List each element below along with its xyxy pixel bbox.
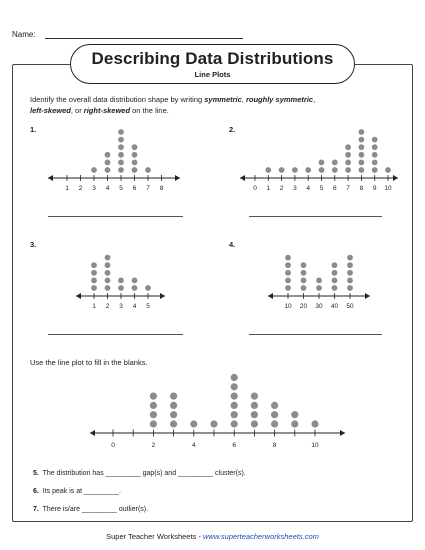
plot-1-dot [105, 160, 111, 166]
term-roughly-symmetric: roughly symmetric [245, 95, 314, 104]
plot-3-tick-label: 5 [146, 303, 150, 310]
plot-1-tick-label: 4 [105, 185, 110, 192]
big-plot-dot [210, 420, 217, 427]
plot-4-dot [301, 270, 307, 276]
plot-1-dot [118, 144, 124, 150]
plot-1-dot [132, 144, 138, 150]
question-5 [33, 470, 246, 477]
big-plot-intro: Use the line plot to fill in the blanks. [30, 358, 148, 367]
plot-2-dot [372, 137, 378, 143]
plot-2-dot [359, 129, 365, 135]
plot-4-dot [285, 262, 291, 268]
plot-4-dot [332, 270, 338, 276]
plot-4-dot [347, 255, 353, 261]
plot-1-dot [105, 167, 111, 173]
big-plot-dot [311, 420, 318, 427]
plot-2-tick-label: 9 [372, 185, 377, 192]
plot-3-dot [105, 262, 111, 268]
plot-4-dot [285, 285, 291, 291]
plot-1-dot [91, 167, 97, 173]
plot-3-dot [91, 285, 97, 291]
plot-4-dot [316, 278, 322, 284]
plot-3-dot [105, 278, 111, 284]
big-plot-dot [251, 411, 258, 418]
question-5-number: 5. [33, 470, 39, 477]
plot-4-dot [301, 262, 307, 268]
plot-4-tick-label: 50 [346, 303, 354, 310]
big-plot-dot [150, 420, 157, 427]
plot-1-arrow-left [48, 175, 53, 181]
big-plot-dot [231, 411, 238, 418]
answer-line-2[interactable] [249, 216, 382, 217]
plot-2-tick-label: 7 [346, 185, 350, 192]
plot-4-dot [347, 285, 353, 291]
plot-3-tick-label: 2 [105, 303, 110, 310]
plot-4-dot [347, 270, 353, 276]
plot-2-dot [319, 160, 325, 166]
plot-2-tick-label: 8 [359, 185, 364, 192]
big-plot-dot [231, 383, 238, 390]
plot-2-dot [359, 152, 365, 158]
plot-2-dot [372, 160, 378, 166]
question-7-number: 7. [33, 506, 39, 513]
plot-1-dot [118, 167, 124, 173]
plot-4-dot [301, 285, 307, 291]
plot-1-dot [132, 167, 138, 173]
question-6-text: Its peak is at _________. [42, 488, 121, 495]
big-plot-dot [150, 402, 157, 409]
plot-3-arrow-right [160, 293, 165, 299]
big-plot-dot [170, 393, 177, 400]
plot-4-tick-label: 20 [299, 303, 308, 310]
plot-1-dot [118, 137, 124, 143]
plot-3-tick-label: 1 [92, 303, 96, 310]
footer [0, 532, 425, 541]
big-plot-dot [291, 420, 298, 427]
plot-2-dot [372, 144, 378, 150]
instructions-sep: , [313, 95, 316, 104]
plot-4-dot [301, 278, 307, 284]
problem-3-number: 3. [30, 240, 37, 249]
plot-2-dot [305, 167, 311, 173]
big-plot-dot [271, 411, 278, 418]
big-plot-tick-label: 10 [311, 442, 319, 449]
big-plot-tick-label: 6 [232, 442, 237, 449]
big-plot-dot [150, 411, 157, 418]
question-7 [33, 506, 148, 513]
plot-2-dot [279, 167, 285, 173]
plot-2-tick-label: 0 [253, 185, 257, 192]
plot-4-dot [347, 278, 353, 284]
question-5-text: The distribution has _________ gap(s) and _________ cluster(s). [42, 470, 246, 477]
plot-1-dot [132, 160, 138, 166]
question-7-text: There is/are _________ outlier(s). [42, 506, 149, 513]
plot-4-dot [332, 285, 338, 291]
plot-4-tick-label: 10 [284, 303, 292, 310]
plot-2-dot [292, 167, 298, 173]
question-6 [33, 488, 121, 495]
instructions-text: Identify the overall data distribution shape by writing [30, 95, 205, 104]
plot-1-tick-label: 3 [92, 185, 96, 192]
plot-2-dot [359, 167, 365, 173]
plot-2-tick-label: 5 [319, 185, 324, 192]
answer-line-1[interactable] [48, 216, 183, 217]
big-plot-dot [251, 420, 258, 427]
big-plot-dot [271, 402, 278, 409]
plot-2-tick-label: 6 [332, 185, 337, 192]
plot-2-dot [345, 160, 351, 166]
plot-1-dot [105, 152, 111, 158]
instructions-sep: , or [70, 106, 84, 115]
plot-1-tick-label: 5 [119, 185, 123, 192]
big-plot-arrow-left [90, 430, 95, 436]
plot-4-dot [316, 285, 322, 291]
plot-2-dot [359, 144, 365, 150]
problem-4-number: 4. [229, 240, 236, 249]
plot-1-tick-label: 6 [132, 185, 137, 192]
plot-1-dot [118, 152, 124, 158]
plot-2-dot [345, 152, 351, 158]
plot-2-dot [345, 144, 351, 150]
page-title: Describing Data Distributions [91, 49, 334, 68]
plot-1-arrow-right [175, 175, 180, 181]
plot-3-dot [118, 278, 124, 284]
big-plot-dot [231, 420, 238, 427]
plot-1-tick-label: 8 [159, 185, 164, 192]
big-plot-tick-label: 2 [151, 442, 156, 449]
big-plot-dot [170, 411, 177, 418]
answer-line-4[interactable] [249, 334, 382, 335]
big-plot-tick-label: 4 [191, 442, 196, 449]
plot-3-dot [105, 285, 111, 291]
plot-2-tick-label: 3 [293, 185, 297, 192]
plot-4-dot [285, 270, 291, 276]
plot-1-dot [145, 167, 151, 173]
big-plot-dot [190, 420, 197, 427]
term-left-skewed: left-skewed [30, 106, 71, 115]
big-plot-dot [271, 420, 278, 427]
question-6-number: 6. [33, 488, 39, 495]
plot-1-dot [118, 160, 124, 166]
plot-4-arrow-right [365, 293, 370, 299]
plot-3-dot [91, 270, 97, 276]
plot-3-dot [91, 262, 97, 268]
plot-3-dot [91, 278, 97, 284]
plot-2-dot [359, 160, 365, 166]
plot-4-dot [285, 278, 291, 284]
plot-4-tick-label: 30 [315, 303, 323, 310]
plot-2-dot [385, 167, 391, 173]
answer-line-3[interactable] [48, 334, 183, 335]
plot-4-dot [347, 262, 353, 268]
plot-3-dot [118, 285, 124, 291]
big-plot-dot [150, 393, 157, 400]
big-plot-arrow-right [340, 430, 345, 436]
plot-1-tick-label: 2 [78, 185, 83, 192]
plot-3-arrow-left [76, 293, 81, 299]
footer-brand: Super Teacher Worksheets - [106, 532, 203, 541]
footer-link[interactable]: www.superteacherworksheets.com [202, 532, 319, 541]
plot-3-dot [145, 285, 151, 291]
problem-2-number: 2. [229, 125, 236, 134]
plot-2-dot [332, 160, 338, 166]
big-plot-dot [170, 402, 177, 409]
plot-1-tick-label: 1 [65, 185, 69, 192]
instructions-text: on the line. [130, 106, 169, 115]
page-subtitle: Line Plots [194, 70, 231, 79]
plot-2-dot [345, 167, 351, 173]
big-plot-dot [251, 402, 258, 409]
plot-2-dot [265, 167, 271, 173]
plot-4-dot [285, 255, 291, 261]
plot-2-dot [319, 167, 325, 173]
plot-2-arrow-left [240, 175, 245, 181]
plot-4-dot [332, 262, 338, 268]
big-plot-dot [291, 411, 298, 418]
plot-2-tick-label: 4 [306, 185, 311, 192]
plot-2-tick-label: 2 [279, 185, 284, 192]
plot-4-tick-label: 40 [330, 303, 339, 310]
plot-2-arrow-right [393, 175, 398, 181]
big-plot-tick-label: 8 [272, 442, 277, 449]
plot-3-tick-label: 4 [132, 303, 137, 310]
big-plot-dot [251, 393, 258, 400]
plot-3-dot [105, 255, 111, 261]
big-plot-dot [231, 374, 238, 381]
instructions-sep: , [241, 95, 246, 104]
name-label: Name: [12, 30, 36, 39]
plot-1-tick-label: 7 [146, 185, 150, 192]
big-plot-dot [231, 393, 238, 400]
term-symmetric: symmetric [204, 95, 242, 104]
plot-4-dot [332, 278, 338, 284]
problem-1-number: 1. [30, 125, 37, 134]
plot-3-tick-label: 3 [119, 303, 123, 310]
plot-2-dot [332, 167, 338, 173]
plot-3-dot [132, 285, 138, 291]
plot-1-dot [132, 152, 138, 158]
big-plot-tick-label: 0 [111, 442, 115, 449]
term-right-skewed: right-skewed [83, 106, 131, 115]
big-plot-dot [170, 420, 177, 427]
plot-2-tick-label: 10 [384, 185, 392, 192]
plot-2-dot [372, 167, 378, 173]
plot-4-arrow-left [268, 293, 273, 299]
big-plot-dot [231, 402, 238, 409]
plot-2-dot [359, 137, 365, 143]
plot-2-dot [372, 152, 378, 158]
plot-1-dot [118, 129, 124, 135]
plot-3-dot [132, 278, 138, 284]
plot-3-dot [105, 270, 111, 276]
plot-2-tick-label: 1 [266, 185, 271, 192]
